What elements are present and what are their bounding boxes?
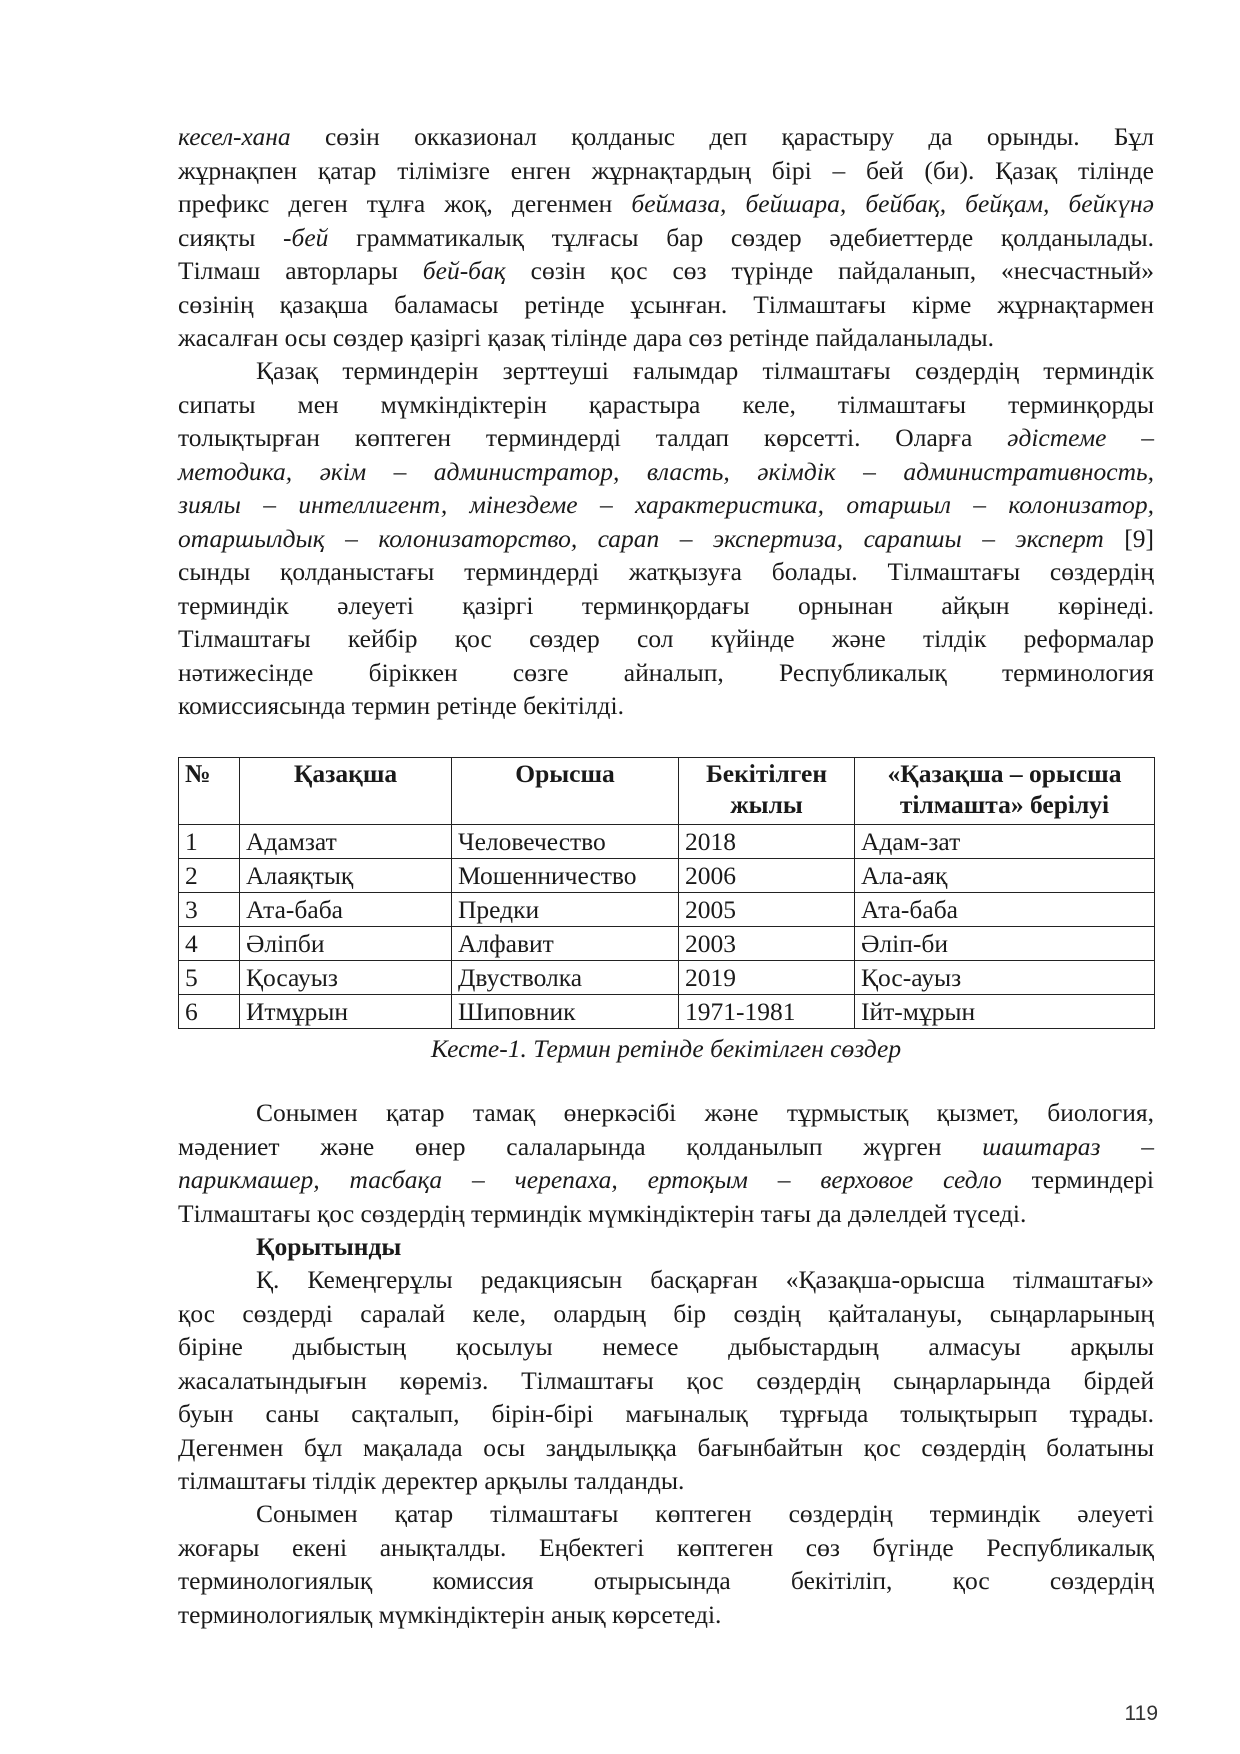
text-run: сөзін окказионал қолданыс деп қарастыру да орынды. Бұл <box>290 122 1154 151</box>
cell-year: 2006 <box>679 859 855 893</box>
paragraph-5 <box>178 1497 1154 1631</box>
text-run: толықтырған көптеген терминдерді талдап көрсетті. Оларға <box>178 423 1008 452</box>
text-run: [9] <box>1103 523 1155 553</box>
table-row <box>179 995 1155 1029</box>
text-run: сөзін қос сөз түрінде пайдаланып, «несчастный» <box>505 256 1154 285</box>
text-line <box>178 1263 1154 1297</box>
text-line <box>178 1364 1154 1398</box>
text-line <box>178 388 1154 422</box>
text-line <box>178 1096 1154 1130</box>
text-run: біріне дыбыстың қосылуы немесе дыбыстардың алмасуы арқылы <box>178 1332 1154 1361</box>
text-line <box>178 555 1154 589</box>
cell-dictionary-form: Әліп-би <box>855 927 1155 961</box>
text-run: терминдері <box>1001 1165 1154 1194</box>
text-line <box>178 1297 1154 1331</box>
text-run: Қазақ терминдерін зерттеуші ғалымдар тілмаштағы сөздердің терминдік <box>256 356 1154 385</box>
text-line <box>178 1397 1154 1431</box>
text-run: терминологиялық комиссия отырысында бекітіліп, қос сөздердің <box>178 1566 1154 1595</box>
cell-russian: Двустволка <box>452 961 679 995</box>
text-line <box>178 1330 1154 1364</box>
italic-term: парикмашер, тасбақа – черепаха, ертоқым – верховое седло <box>178 1165 1002 1194</box>
text-run: терминологиялық мүмкіндіктерін анық көрсетеді. <box>178 1599 722 1629</box>
text-line <box>178 522 1154 556</box>
terms-table <box>178 757 1155 1029</box>
text-run: Сонымен қатар тамақ өнеркәсібі және тұрмыстық қызмет, биология, <box>256 1098 1154 1127</box>
text-line <box>178 421 1154 455</box>
italic-term: беймаза, бейшара, бейбақ, бейқам, бейкүнә <box>631 189 1154 218</box>
text-run: жасалатындығын көреміз. Тілмаштағы қос сөздердің сыңарларында бірдей <box>178 1365 1154 1395</box>
text-line <box>178 1497 1154 1531</box>
cell-year: 1971-1981 <box>679 995 855 1029</box>
italic-term: зиялы – интеллигент, мінездеме – характеристика, отаршыл – колонизатор, <box>178 490 1154 519</box>
text-run: Тілмаштағы кейбір қос сөздер сол күйінде және тілдік реформалар <box>178 624 1154 653</box>
cell-kazakh: Алаяқтық <box>240 859 452 893</box>
text-run: комиссиясында термин ретінде бекітілді. <box>178 691 624 720</box>
cell-year: 2018 <box>679 825 855 859</box>
cell-kazakh: Әліпби <box>240 927 452 961</box>
text-run: грамматикалық тұлғасы бар сөздер әдебиеттерде қолданылады. <box>328 222 1154 252</box>
cell-number: 6 <box>179 995 240 1029</box>
italic-term: кесел-хана <box>178 122 291 151</box>
italic-term: шаштараз – <box>982 1131 1154 1161</box>
cell-dictionary-form: Қос-ауыз <box>855 961 1155 995</box>
header-dictionary-form: «Қазақша – орысша тілмашта» берілуі <box>855 758 1155 825</box>
cell-dictionary-form: Ата-баба <box>855 893 1155 927</box>
header-russian: Орысша <box>452 758 679 825</box>
text-run: Дегенмен бұл мақалада осы заңдылыққа бағынбайтын қос сөздердің болатыны <box>178 1432 1154 1462</box>
cell-year: 2019 <box>679 961 855 995</box>
cell-kazakh: Қосауыз <box>240 961 452 995</box>
cell-kazakh: Адамзат <box>240 825 452 859</box>
text-line <box>178 354 1154 388</box>
italic-term: -бей <box>283 222 329 252</box>
cell-russian: Шиповник <box>452 995 679 1029</box>
text-line <box>178 321 1154 355</box>
cell-kazakh: Ата-баба <box>240 893 452 927</box>
cell-dictionary-form: Iйт-мұрын <box>855 995 1155 1029</box>
header-approved-year: Бекітілген жылы <box>679 758 855 825</box>
text-line <box>178 1197 1154 1231</box>
table-row <box>179 961 1155 995</box>
text-line <box>178 1564 1154 1598</box>
cell-number: 3 <box>179 893 240 927</box>
cell-dictionary-form: Ала-аяқ <box>855 859 1155 893</box>
table-header-row <box>179 758 1155 825</box>
header-kazakh: Қазақша <box>240 758 452 825</box>
text-run: жұрнақпен қатар тілімізге енген жұрнақтардың бірі – бей (би). Қазақ тілінде <box>178 155 1154 185</box>
table-row <box>179 859 1155 893</box>
text-run: сөзінің қазақша баламасы ретінде ұсынған. Тілмаштағы кірме жұрнақтармен <box>178 289 1154 319</box>
table-caption: Кесте-1. Термин ретінде бекітілген сөздер <box>430 1034 902 1063</box>
cell-number: 5 <box>179 961 240 995</box>
text-run: қос сөздерді саралай келе, олардың бір сөздің қайталануы, сыңарларының <box>178 1298 1154 1328</box>
text-run: буын саны сақталып, бірін-бірі мағыналық тұрғыда толықтырып тұрады. <box>178 1399 1154 1428</box>
text-run: префикс деген тұлға жоқ, дегенмен <box>178 189 632 218</box>
cell-number: 4 <box>179 927 240 961</box>
text-line <box>178 656 1154 690</box>
page-number: 119 <box>1124 1702 1158 1725</box>
text-line <box>178 589 1154 623</box>
text-run: нәтижесінде біріккен сөзге айналып, Республикалық терминология <box>178 657 1154 687</box>
italic-term: әдістеме – <box>1007 423 1155 452</box>
cell-year: 2003 <box>679 927 855 961</box>
text-line <box>178 689 1154 723</box>
text-line <box>178 622 1154 656</box>
text-line <box>178 1598 1154 1632</box>
section-heading: Қорытынды <box>256 1232 402 1261</box>
cell-russian: Человечество <box>452 825 679 859</box>
text-run: тілмаштағы тілдік деректер арқылы талданды. <box>178 1466 685 1495</box>
paragraph-3 <box>178 1096 1154 1230</box>
text-run: сынды қолданыстағы терминдерді жатқызуға болады. Тілмаштағы сөздердің <box>178 557 1154 586</box>
text-run: терминдік әлеуеті қазіргі терминқордағы орнынан айқын көрінеді. <box>178 590 1154 620</box>
text-line <box>178 1163 1154 1197</box>
paragraph-1 <box>178 120 1154 355</box>
cell-number: 2 <box>179 859 240 893</box>
text-line <box>178 187 1154 221</box>
table-row <box>179 927 1155 961</box>
text-run: мәдениет және өнер салаларында қолданылып жүрген <box>178 1131 983 1161</box>
cell-kazakh: Итмұрын <box>240 995 452 1029</box>
header-number: № <box>179 758 240 825</box>
text-line <box>178 1531 1154 1565</box>
text-run: Тілмаш авторлары <box>178 256 423 285</box>
cell-number: 1 <box>179 825 240 859</box>
text-line <box>178 488 1154 522</box>
cell-year: 2005 <box>679 893 855 927</box>
text-line <box>178 288 1154 322</box>
text-run: жоғары екені анықталды. Еңбектегі көптеген сөз бүгінде Республикалық <box>178 1532 1154 1562</box>
paragraph-2 <box>178 354 1154 723</box>
italic-term: отаршылдық – колонизаторство, сарап – экспертиза, сарапшы – эксперт <box>178 523 1104 553</box>
cell-russian: Мошенничество <box>452 859 679 893</box>
table-row <box>179 825 1155 859</box>
text-line <box>178 1431 1154 1465</box>
table-row <box>179 893 1155 927</box>
conclusion-section <box>178 1230 1154 1264</box>
text-line <box>178 120 1154 154</box>
text-run: Қ. Кемеңгерұлы редакциясын басқарған «Қазақша-орысша тілмаштағы» <box>256 1265 1154 1294</box>
cell-russian: Предки <box>452 893 679 927</box>
text-line <box>178 221 1154 255</box>
paragraph-4 <box>178 1263 1154 1498</box>
text-line <box>178 455 1154 489</box>
text-line <box>178 1130 1154 1164</box>
cell-dictionary-form: Адам-зат <box>855 825 1155 859</box>
text-run: жасалған осы сөздер қазіргі қазақ тілінде дара сөз ретінде пайдаланылады. <box>178 323 995 352</box>
text-run: Сонымен қатар тілмаштағы көптеген сөздердің терминдік әлеуеті <box>256 1499 1154 1528</box>
text-line <box>178 254 1154 288</box>
italic-term: бей-бақ <box>422 256 506 285</box>
italic-term: методика, әкім – администратор, власть, әкімдік – административность, <box>178 456 1154 486</box>
text-run: сияқты <box>178 222 284 252</box>
text-run: сипаты мен мүмкіндіктерін қарастыра келе, тілмаштағы терминқорды <box>178 389 1154 419</box>
cell-russian: Алфавит <box>452 927 679 961</box>
text-line <box>178 154 1154 188</box>
text-run: Тілмаштағы қос сөздердің терминдік мүмкіндіктерін тағы да дәлелдей түседі. <box>178 1198 1027 1228</box>
text-line <box>178 1464 1154 1498</box>
